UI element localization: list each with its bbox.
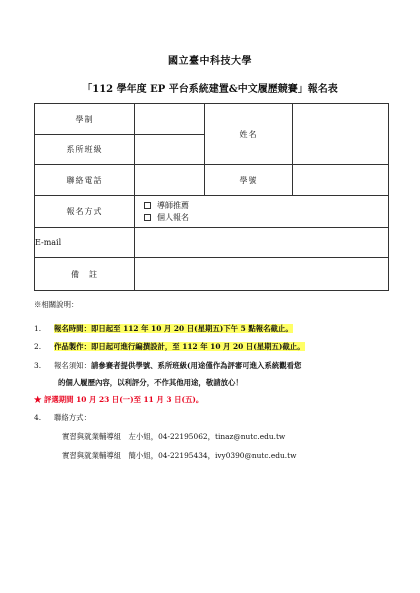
form-title: 「112 學年度 EP 平台系統建置&中文履歷競賽」報名表 xyxy=(82,84,338,95)
label-email: E-mail xyxy=(35,228,135,258)
note-item-2 xyxy=(34,341,305,352)
remarks-field[interactable] xyxy=(135,258,389,291)
phone-field[interactable] xyxy=(135,165,205,196)
star-icon: ★ xyxy=(34,395,42,404)
label-remarks: 備 註 xyxy=(35,258,135,291)
notes-heading: ※相關說明： xyxy=(34,300,79,309)
option-individual[interactable] xyxy=(135,212,388,224)
note-item-3-number: 3. xyxy=(34,361,42,370)
contact-line-1: 實習與就業輔導組 左小姐，04-22195062，tinaz@nutc.edu.tw xyxy=(62,432,286,441)
label-department-class: 系所班級 xyxy=(35,135,135,165)
note-item-4 xyxy=(34,412,91,423)
label-phone: 聯絡電話 xyxy=(35,165,135,196)
label-student-id: 學號 xyxy=(205,165,293,196)
email-field[interactable] xyxy=(135,228,389,258)
judging-period-text: 評選期間 10 月 23 日(一)至 11 月 3 日(五)。 xyxy=(43,395,204,404)
note-item-3 xyxy=(34,360,301,371)
option-individual-label: 個人報名 xyxy=(157,213,189,222)
checkbox-icon[interactable] xyxy=(144,202,151,209)
note-item-1-number: 1. xyxy=(34,324,42,333)
label-program: 學制 xyxy=(35,104,135,135)
contact-line-2: 實習與就業輔導組 簡小姐，04-22195434，ivy0390@nutc.edu.tw xyxy=(62,451,297,460)
note-item-1-text: 報名時間：即日起至 112 年 10 月 20 日(星期五)下午 5 點報名截止。 xyxy=(54,324,293,333)
department-class-field[interactable] xyxy=(135,135,205,165)
note-item-3-text: 請參賽者提供學號、系所班級(用途僅作為評審可進入系統觀看您 xyxy=(90,361,302,370)
program-field[interactable] xyxy=(135,104,205,135)
registration-table xyxy=(34,103,389,291)
label-registration-method: 報名方式 xyxy=(35,196,135,228)
checkbox-icon[interactable] xyxy=(144,214,151,221)
name-field[interactable] xyxy=(293,104,389,165)
note-item-1 xyxy=(34,323,293,334)
note-item-2-number: 2. xyxy=(34,342,42,351)
label-name: 姓名 xyxy=(205,104,293,165)
note-item-2-text: 作品製作：即日起可進行編撰設計，至 112 年 10 月 20 日(星期五)截止。 xyxy=(54,342,305,351)
option-teacher-recommend[interactable] xyxy=(135,200,388,212)
note-item-4-number: 4. xyxy=(34,413,42,422)
note-item-3-label: 報名須知： xyxy=(54,361,91,370)
university-name: 國立臺中科技大學 xyxy=(168,56,252,67)
student-id-field[interactable] xyxy=(293,165,389,196)
judging-period xyxy=(34,394,203,405)
note-item-3-text-continued: 的個人履歷內容，以利評分，不作其他用途，敬請放心！ xyxy=(58,378,243,387)
option-teacher-recommend-label: 導師推薦 xyxy=(157,201,189,210)
note-item-4-text: 聯絡方式： xyxy=(54,413,91,422)
registration-method-options xyxy=(135,196,389,228)
